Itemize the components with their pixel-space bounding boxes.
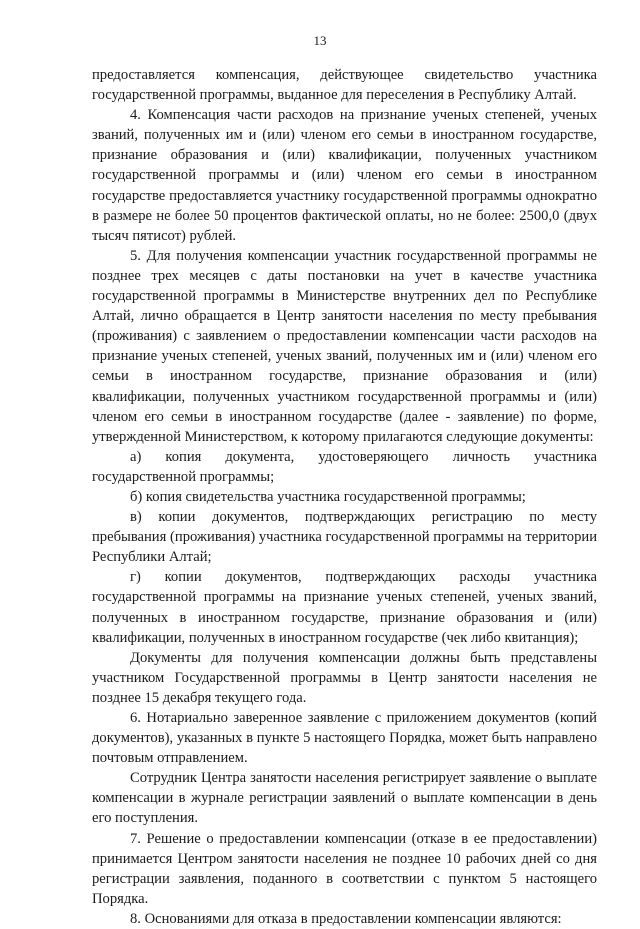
paragraph-deadline: Документы для получения компенсации должны быть представлены участником Государственной программы в Центр занятости населения не позднее 15 декабря текущего года.: [92, 649, 597, 706]
list-item-g: г) копии документов, подтверждающих расходы участника государственной программы на признание ученых степеней, ученых званий, полученных в иностранном государстве, признание образования и (или) квалификации, полученных в иностранном государстве (чек либо квитанция);: [92, 569, 597, 646]
list-item-a: а) копия документа, удостоверяющего личность участника государственной программы;: [92, 448, 597, 485]
paragraph-item-5: 5. Для получения компенсации участник государственной программы не позднее трех месяцев с даты постановки на учет в качестве участника государственной программы в Министерстве внутренних дел по Республике Алтай, лично обращается в Центр занятости населения по месту пребывания (проживания) с заявлением о предоставлении компенсации части расходов на признание ученых степеней, ученых званий, полученных им и (или) членом его семьи в иностранном государстве, признание образования и (или) квалификации, полученных участником государственной программы и (или) членом его семьи в иностранном государстве (далее - заявление) по форме, утвержденной Министерством, к которому прилагаются следующие документы:: [92, 247, 597, 445]
paragraph-registration: Сотрудник Центра занятости населения регистрирует заявление о выплате компенсации в журнале регистрации заявлений о выплате компенсации в день его поступления.: [92, 770, 597, 827]
paragraph-item-8: 8. Основаниями для отказа в предоставлении компенсации являются:: [130, 910, 562, 927]
paragraph-item-7: 7. Решение о предоставлении компенсации (отказе в ее предоставлении) принимается Центром занятости населения не позднее 10 рабочих дней со дня регистрации заявления, поданного в соответствии с пунктом 5 настоящего Порядка.: [92, 830, 597, 907]
list-item-b: б) копия свидетельства участника государственной программы;: [130, 488, 526, 505]
page-number: 13: [313, 33, 327, 48]
paragraph-continuation: предоставляется компенсация, действующее свидетельство участника государственной программы, выданное для переселения в Республику Алтай.: [92, 67, 597, 104]
document-body: [92, 65, 597, 929]
paragraph-item-4: 4. Компенсация части расходов на признание ученых степеней, ученых званий, полученных им и (или) членом его семьи в иностранном государстве, признание образования и (или) квалификации, полученных участником государственной программы и (или) членом его семьи в иностранном государстве предоставляется участнику государственной программы однократно в размере не более 50 процентов фактической оплаты, но не более: 2500,0 (двух тысяч пятисот) рублей.: [92, 107, 597, 244]
list-item-v: в) копии документов, подтверждающих регистрацию по месту пребывания (проживания) участника государственной программы на территории Республики Алтай;: [92, 509, 597, 566]
paragraph-item-6: 6. Нотариально заверенное заявление с приложением документов (копий документов), указанных в пункте 5 настоящего Порядка, может быть направлено почтовым отправлением.: [92, 710, 597, 767]
